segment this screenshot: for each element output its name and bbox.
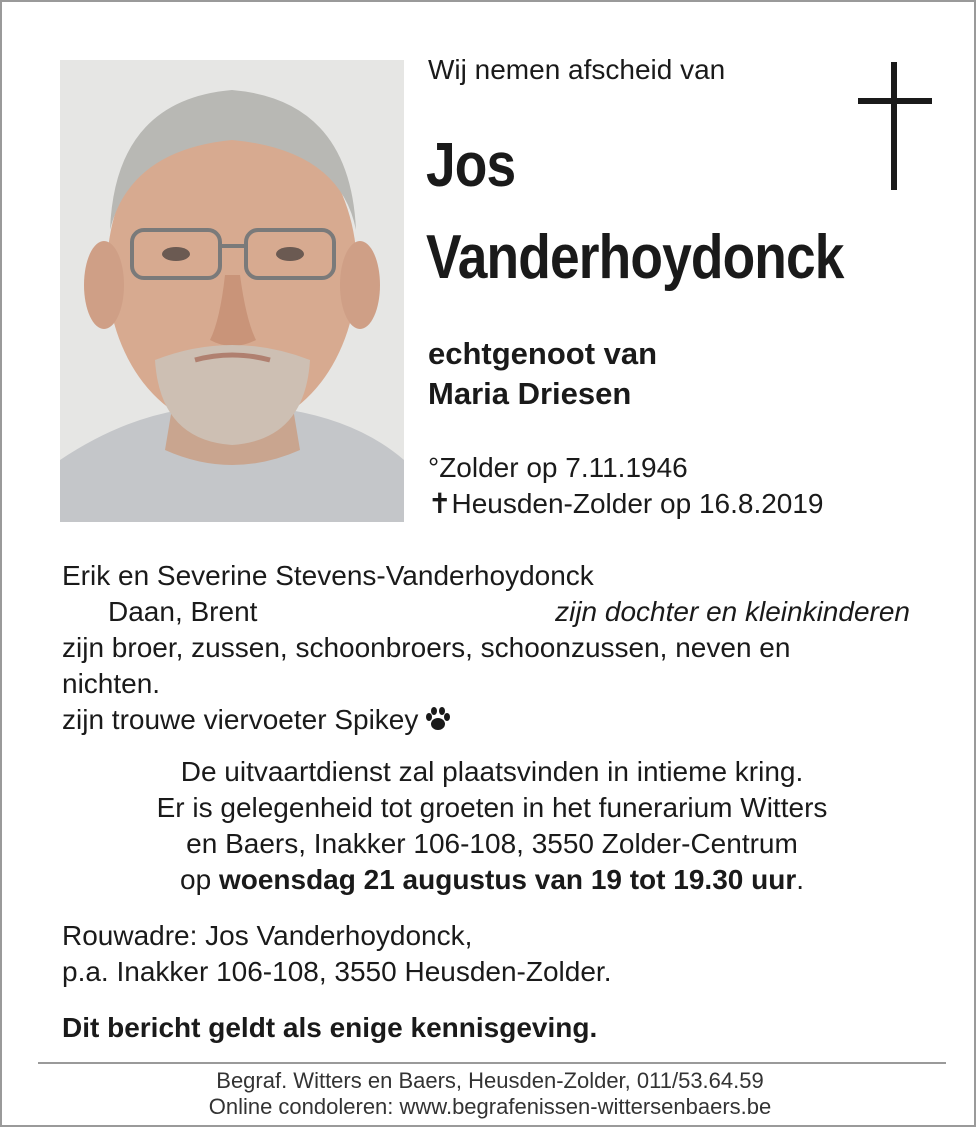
deceased-name — [426, 120, 844, 304]
spouse-block — [428, 334, 657, 414]
family-line — [62, 594, 922, 630]
service-info — [42, 754, 942, 898]
grandchildren-names: Daan, Brent — [108, 596, 258, 627]
service-line: en Baers, Inakker 106-108, 3550 Zolder-Centrum — [186, 828, 798, 859]
family-list — [62, 558, 922, 738]
family-line: nichten. — [62, 668, 161, 699]
service-line: op woensdag 21 augustus van 19 tot 19.30 uur. — [180, 864, 804, 895]
last-name: Vanderhoydonck — [426, 223, 844, 292]
closing-notice: Dit bericht geldt als enige kennisgeving. — [62, 1012, 598, 1043]
birth-date: °Zolder op 7.11.1946 — [428, 452, 688, 483]
spouse-name: Maria Driesen — [428, 376, 632, 411]
portrait-photo — [60, 60, 404, 522]
family-line: Erik en Severine Stevens-Vanderhoydonck — [62, 560, 594, 591]
intro-text: Wij nemen afscheid van — [428, 54, 726, 85]
death-cross-icon: ✝ — [428, 488, 452, 519]
family-line: zijn broer, zussen, schoonbroers, schoonzussen, neven en — [62, 632, 791, 663]
death-date: ✝Heusden-Zolder op 16.8.2019 — [428, 488, 824, 519]
service-line: De uitvaartdienst zal plaatsvinden in intieme kring. — [180, 756, 804, 787]
mourning-address: Rouwadre: Jos Vanderhoydonck, p.a. Inakker 106-108, 3550 Heusden-Zolder. — [62, 920, 612, 987]
dates-block — [428, 450, 824, 522]
condolence-link[interactable]: Online condoleren: www.begrafenissen-wittersenbaers.be — [208, 1094, 772, 1119]
first-name: Jos — [426, 131, 516, 200]
visitation-time: woensdag 21 augustus van 19 tot 19.30 uur — [218, 864, 797, 895]
cross-icon — [858, 62, 932, 190]
paw-print-icon — [424, 705, 452, 731]
service-line: Er is gelegenheid tot groeten in het funerarium Witters — [156, 792, 828, 823]
spouse-label: echtgenoot van — [428, 336, 658, 371]
family-line: zijn trouwe viervoeter Spikey — [62, 702, 922, 738]
relation-label: zijn dochter en kleinkinderen — [555, 596, 910, 627]
divider — [38, 1062, 946, 1064]
funeral-home-footer: Begraf. Witters en Baers, Heusden-Zolder, 011/53.64.59 Online condoleren: www.begrafenissen-wittersenbaers.be — [2, 1068, 978, 1120]
